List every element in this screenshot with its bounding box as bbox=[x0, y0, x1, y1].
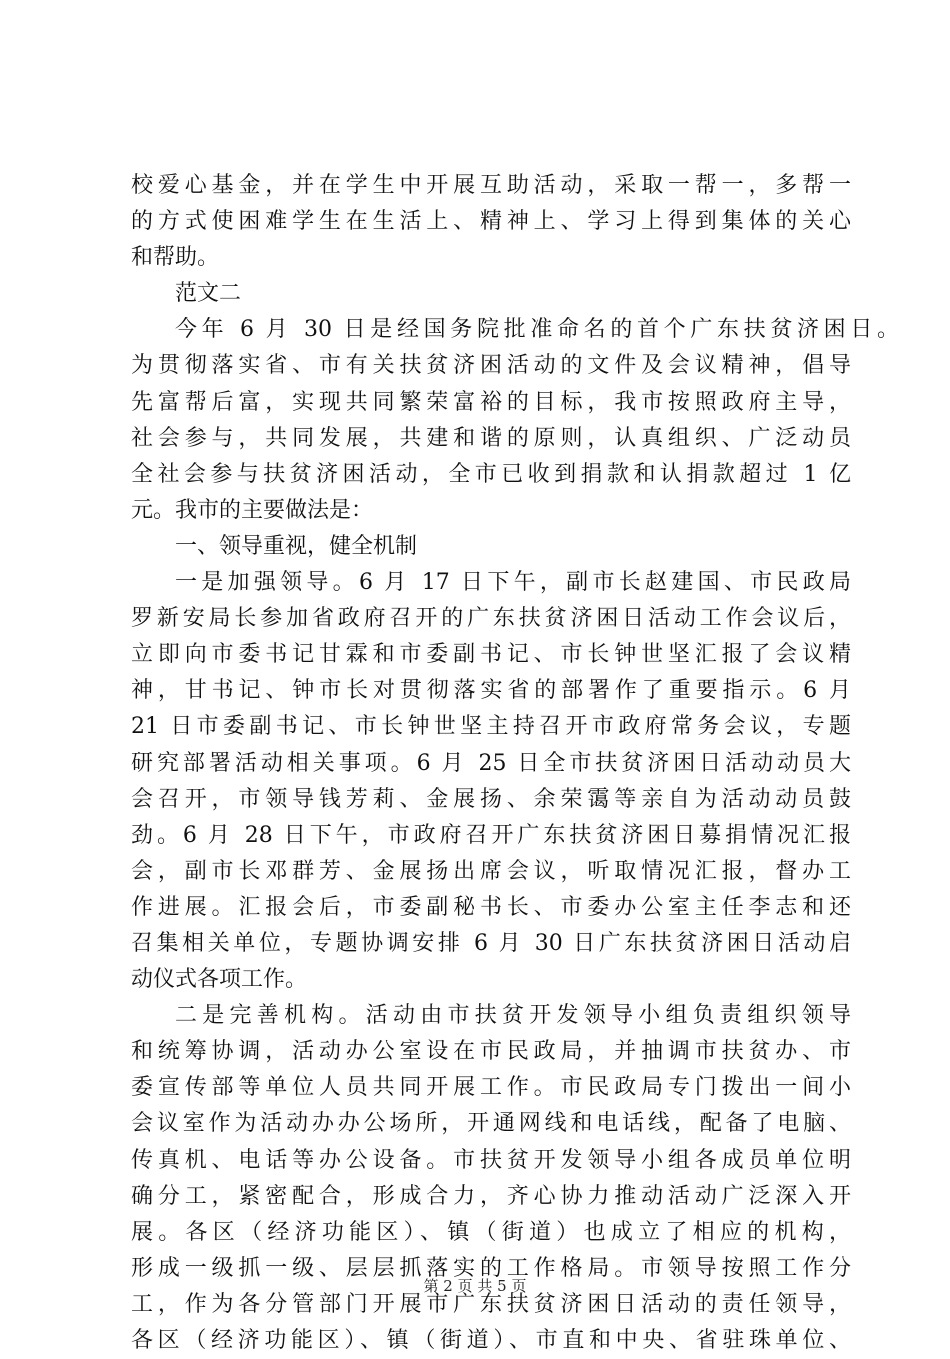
text-line: 和统筹协调，活动办公室设在市民政局，并抽调市扶贫办、市 bbox=[131, 1039, 851, 1065]
text-line: 展。各区（经济功能区）、镇（街道）也成立了相应的机构， bbox=[131, 1219, 851, 1245]
text-line: 会议室作为活动办办公场所，开通网线和电话线，配备了电脑、 bbox=[131, 1111, 851, 1137]
text-line: 元。我市的主要做法是： bbox=[131, 497, 374, 523]
text-line: 校爱心基金，并在学生中开展互助活动，采取一帮一，多帮一 bbox=[131, 173, 851, 198]
text-line: 21 日市委副书记、市长钟世坚主持召开市政府常务会议，专题 bbox=[131, 714, 851, 740]
text-line: 确分工，紧密配合，形成合力，齐心协力推动活动广泛深入开 bbox=[131, 1183, 851, 1209]
document-body bbox=[131, 168, 899, 1359]
text-line: 先富帮后富，实现共同繁荣富裕的目标，我市按照政府主导， bbox=[131, 389, 851, 415]
text-line: 会，副市长邓群芳、金展扬出席会议，听取情况汇报，督办工 bbox=[131, 858, 851, 884]
text-line: 今年 6 月 30 日是经国务院批准命名的首个广东扶贫济困日。 bbox=[175, 317, 899, 343]
text-line: 形成一级抓一级、层层抓落实的工作格局。市领导按照工作分 bbox=[131, 1255, 851, 1281]
text-line: 和帮助。 bbox=[131, 245, 220, 271]
text-line: 工，作为各分管部门开展市广东扶贫济困日活动的责任领导， bbox=[131, 1291, 851, 1317]
section-heading: 范文二 bbox=[175, 281, 242, 307]
text-line: 为贯彻落实省、市有关扶贫济困活动的文件及会议精神，倡导 bbox=[131, 353, 851, 379]
text-line: 会召开，市领导钱芳莉、金展扬、余荣霭等亲自为活动动员鼓 bbox=[131, 786, 851, 812]
page-number: 第 2 页 共 5 页 bbox=[423, 1277, 527, 1295]
text-line: 立即向市委书记甘霖和市委副书记、市长钟世坚汇报了会议精 bbox=[131, 642, 851, 668]
text-line: 的方式使困难学生在生活上、精神上、学习上得到集体的关心 bbox=[131, 209, 851, 235]
text-line: 社会参与，共同发展，共建和谐的原则，认真组织、广泛动员 bbox=[131, 425, 851, 451]
text-line: 二是完善机构。活动由市扶贫开发领导小组负责组织领导 bbox=[175, 1003, 851, 1029]
text-line: 罗新安局长参加省政府召开的广东扶贫济困日活动工作会议后， bbox=[131, 606, 851, 632]
text-line: 动仪式各项工作。 bbox=[131, 967, 308, 993]
subsection-heading: 一、领导重视，健全机制 bbox=[175, 533, 418, 559]
text-line: 各区（经济功能区）、镇（街道）、市直和中央、省驻珠单位、 bbox=[131, 1328, 851, 1353]
text-line: 委宣传部等单位人员共同开展工作。市民政局专门拨出一间小 bbox=[131, 1075, 851, 1101]
text-line: 研究部署活动相关事项。6 月 25 日全市扶贫济困日活动动员大 bbox=[131, 750, 851, 776]
text-line: 劲。6 月 28 日下午，市政府召开广东扶贫济困日募捐情况汇报 bbox=[131, 822, 851, 848]
text-line: 作进展。汇报会后，市委副秘书长、市委办公室主任李志和还 bbox=[131, 894, 851, 920]
text-line: 全社会参与扶贫济困活动，全市已收到捐款和认捐款超过 1 亿 bbox=[131, 461, 851, 487]
text-line: 神，甘书记、钟市长对贯彻落实省的部署作了重要指示。6 月 bbox=[131, 678, 851, 704]
text-line: 一是加强领导。6 月 17 日下午，副市长赵建国、市民政局 bbox=[175, 570, 851, 596]
text-line: 传真机、电话等办公设备。市扶贫开发领导小组各成员单位明 bbox=[131, 1147, 851, 1173]
text-line: 召集相关单位，专题协调安排 6 月 30 日广东扶贫济困日活动启 bbox=[131, 930, 851, 956]
